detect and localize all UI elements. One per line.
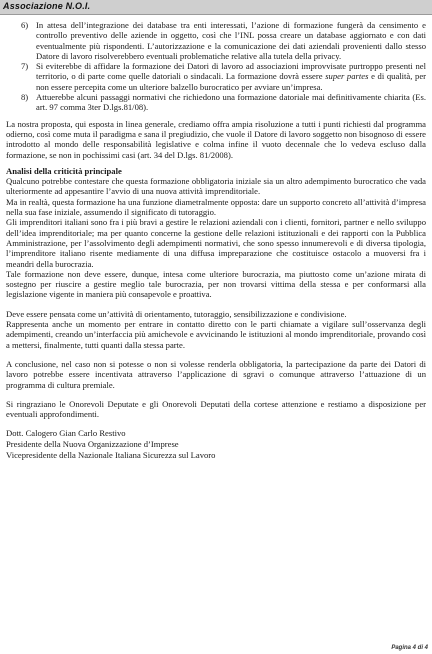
list-item — [6, 92, 426, 113]
analysis-line: Ma in realtà, questa formazione ha una funzione diametralmente opposta: dare un supporto concreto all’attività d’impresa nella sua fase iniziale, assumendo il significato di tutoraggio. — [6, 196, 426, 218]
proposal-paragraph: La nostra proposta, qui esposta in linea generale, crediamo offra ampia risoluzione a tutti i punti richiesti dal programma odierno, così come muta il paradigma e sana il pregiudizio, che vuole il Datore di lavoro soggetto non bisognoso di essere introdotto al mondo delle responsabilità legislative e colma infine il vuoto decennale che lo vedeva escluso dalla formazione, se non in pochissimi casi (art. 34 del D.lgs. 81/2008). — [6, 118, 426, 160]
list-item — [6, 20, 426, 61]
orientation-line: Rappresenta anche un momento per entrare in contatto diretto con le parti chiamate a vigilare sull’osservanza degli adempimenti, creando un’interfaccia più amichevole e avvicinando le istituzioni al mondo imprenditoriale, provando così a mettersi, finalmente, tutti quanti dalla stessa parte. — [6, 319, 426, 350]
section-heading: Analisi della criticità principale — [6, 165, 122, 176]
list-item-text-part: e di qualità, per non essere percepita come un ulteriore balzello burocratico per avviare un’impresa. — [36, 71, 426, 92]
conclusion-paragraph: A conclusione, nel caso non si potesse o non si volesse renderla obbligatoria, la partecipazione da parte dei Datori di lavoro potrebbe essere incentivata attraverso l’applicazione di sgravi o comunque attraverso l’attuazione di un programma di cultura premiale. — [6, 358, 426, 390]
signature-block — [6, 428, 426, 460]
signature-role: Vicepresidente della Nazionale Italiana Sicurezza sul Lavoro — [6, 449, 216, 460]
orientation-line: Deve essere pensata come un’attività di orientamento, tutoraggio, sensibilizzazione e condivisione. — [6, 308, 347, 319]
analysis-section — [6, 166, 426, 300]
list-item-number: 6) — [21, 20, 29, 30]
list-item-number: 8) — [21, 92, 29, 103]
signature-role: Presidente della Nuova Organizzazione d’Imprese — [6, 438, 179, 449]
list-item-text-part: Si eviterebbe di affidare la formazione dei Datori di lavoro ad associazioni improvvisate purtroppo presenti nel territorio, o di parte come quelle datoriali o sindacali. La formazione dovrà essere — [36, 61, 426, 82]
analysis-line: Gli imprenditori italiani sono fra i più bravi a gestire le relazioni aziendali con i clienti, fornitori, partner e nello sviluppo dell’idea imprenditoriale; ma per quanto concerne la gestione delle relazioni istituzionali e dei rapporti con la Pubblica Amministrazione, per l’assolvimento degli adempimenti normativi, che sono spesso innumerevoli e di diversa tipologia, l’imprenditore italiano risente mediamente di una diffusa impreparazione che costituisce ostacolo a muoversi fra i meandri della burocrazia. — [6, 217, 426, 269]
thanks-paragraph: Si ringraziano le Onorevoli Deputate e gli Onorevoli Deputati della cortese attenzione e restiamo a disposizione per eventuali approfondimenti. — [6, 398, 426, 420]
list-item-text: Attuerebbe alcuni passaggi normativi che richiedono una formazione datoriale mai definitivamente chiarita (Es. art. 97 comma 3ter D.lgs.81/08). — [36, 92, 426, 113]
signature-name: Dott. Calogero Gian Carlo Restivo — [6, 428, 126, 439]
document-body — [6, 20, 426, 460]
list-item — [6, 61, 426, 92]
numbered-list — [6, 20, 426, 113]
emphasis-text: super partes — [325, 71, 369, 82]
header-title: Associazione N.O.I. — [3, 1, 91, 11]
orientation-section — [6, 309, 426, 350]
page-number: Pagina 4 di 4 — [391, 645, 428, 651]
header-bar — [0, 0, 432, 15]
list-item-number: 7) — [21, 61, 29, 72]
list-item-text — [36, 61, 426, 92]
analysis-line: Qualcuno potrebbe contestare che questa formazione obbligatoria iniziale sia un altro adempimento burocratico che vada ulteriormente ad appesantire l’avvio di una nuova attività imprenditoriale. — [6, 176, 426, 197]
list-item-text: In attesa dell’integrazione dei database tra enti interessati, l’azione di formazione fungerà da censimento e controllo preventivo delle aziende in oggetto, così che l’INL possa creare un database aggiornato e con dati eventualmente più rispondenti. L’autorizzazione e la comunicazione dei dati aziendali provenienti dallo stesso Datore di lavoro risolverebbero eventuali problematiche relative alla tutela della privacy. — [36, 20, 426, 61]
analysis-line: Tale formazione non deve essere, dunque, intesa come ulteriore burocrazia, ma piuttosto come un’azione mirata di sostegno per riuscire a gestire meglio tale burocrazia, per non trovarsi vittima della stessa e per conformarsi alla legislazione vigente in maniera più consapevole e proattiva. — [6, 268, 426, 300]
